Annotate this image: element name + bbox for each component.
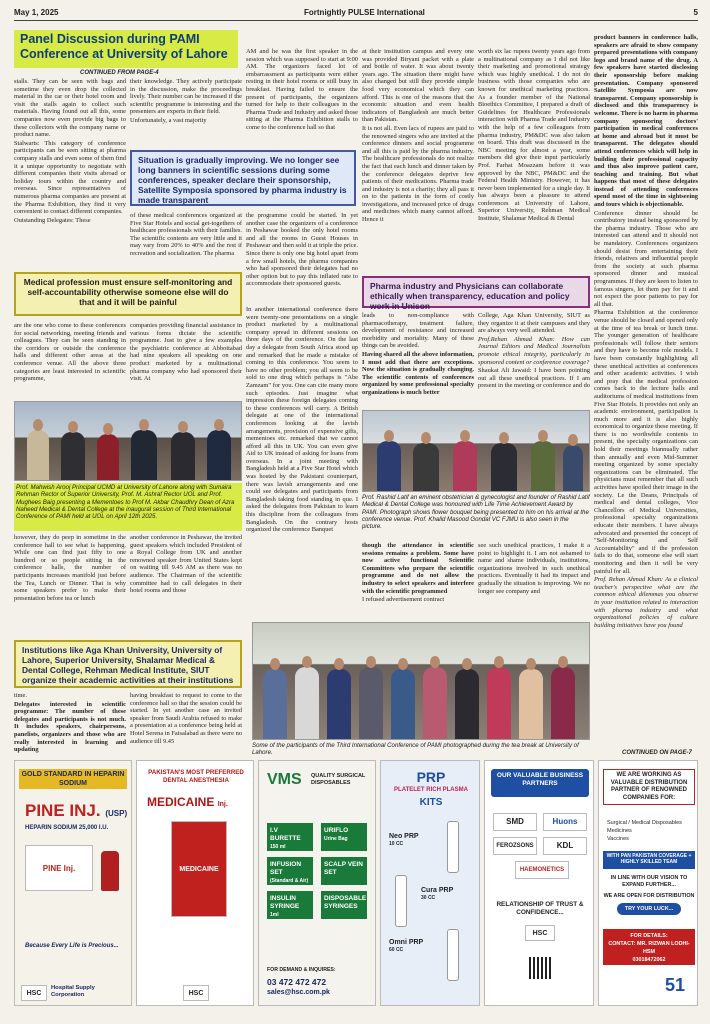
kit-cura-prp — [421, 887, 453, 901]
ad2-brand — [147, 795, 228, 809]
list-item: Surgical / Medical Disposables — [607, 820, 682, 826]
paragraph: the programme could be started. In yet another case the organizers of a conference in Peshawar booked the only hotel rooms and all the rooms in Guest Houses in Peshawar and then sold it at triple the price. Since there is only one big hotel apart from a few small hotels, the pharma companies who had sponsored their delegates had no other option but to pay this inflated rate to accommodate their sponsored guests. — [246, 212, 358, 288]
ad-prp-kits — [380, 760, 480, 1006]
paragraph: It is not all. Even lacs of rupees are paid to the renowned singers who are invited at the conference dinners and social programme and all this is paid by the pharma industry. The healthcare professionals do not realize the fact that each lunch and dinner taken by the conference delegates deprive few patients of their medications. Pharma trade and industry is not a charity; they all pass it on to the patients in the form of costly investigations, and increased price of drugs and medicines which many cannot afford. Hence it — [362, 124, 474, 224]
paragraph: Outstanding Delegates: These — [14, 216, 91, 224]
paragraph: Pharma Exhibition at the conference venue should be closed and opened only at the time of tea break or lunch time. The younger generation of healthcare professionals will follow their seniors and they have to become role models. I have been constantly highlighting all these unethical activities at conferences and other academic activities. I wish and pray that the medical profession comes back to the lecture halls and auditoriums of medical institutions from Five Star Hotels. It provides not only an academic environment, participation is much more and it is also highly economical to organize these meeting. If there is no worthwhile contents to present, the specialty organizations can hold their meetings biannually rather than annually and even Mid-Summer meeting organized by some specialty organizations can be eliminated. The physicians must remember that all such activities have spoiled their image in the society. Le the Deans, Principals of medical and dental colleges, Vice Chancellors of Medical Universities, professional specialty organizations educate their members. I have always advocated and presented the concept of "Self-Monitoring and Self Accountability" and if the profession fails to do that, someone else will start monitoring and then it will be very painful for all. — [594, 309, 698, 575]
col5-mid-text — [478, 312, 590, 408]
col3-mid-text — [246, 212, 358, 302]
col2-top-text — [130, 78, 242, 142]
hsc-logo: HSC — [21, 985, 47, 1001]
tube-icon — [447, 821, 459, 873]
ad1-pack-image: PINE Inj. — [25, 845, 93, 891]
callout-medical: Medical profession must ensure self-monitoring and self-accountability otherwise someone else will do that and it will be painful — [14, 272, 242, 316]
vial-icon — [101, 851, 119, 891]
person-figure — [359, 667, 383, 739]
partner-logo: FEROZSONS — [493, 837, 537, 855]
ad3-email: sales@hsc.com.pk — [267, 989, 330, 996]
hsc-logo: HSC — [525, 925, 555, 941]
paragraph: another conference in Peshawar, the invited guest speakers which included President of a Royal College from UK and another renowned speaker from United States kept on waiting till 9.45 AM as there was no audience. The Chairman of the scientific committee had to call delegates in their hotel rooms and those — [130, 534, 242, 595]
ad6-try-button: TRY YOUR LUCK... — [617, 903, 681, 915]
paragraph: Stalwarts: This category of conference participants can be seen sitting at pharma company stalls and even some of them find it a unique opportunity to negotiate with different companies their visits abroad or holiday tours within the country and overseas. Since representatives of numerous pharma companies are present at the Pharma Exhibition, they find it very convenient to contact different companies. — [14, 139, 126, 216]
kit-volume: 60 CC — [389, 947, 404, 953]
paragraph: at their institution campus and every one was provided Biryani packet with a plate and bottle of water. It was about twenty years ago. The situation there might have also changed but still they provide simple food very economical which they can afford. This is one of the reasons that the economic situation and even health indicators of Bangladesh are much better than Pakistan. — [362, 48, 474, 124]
col1-low-text — [14, 534, 126, 638]
paragraph: Prof. Rehan Ahmad Khan: As a clinical teacher's perspective what are the common ethical dilemmas you observe in your institution related to interaction with pharma industry and what organizational policies of culture building initiatives have you found — [594, 576, 698, 629]
details-phone: 03018472062 — [632, 957, 666, 963]
paragraph: AM and he was the first speaker in the session which was supposed to start at 9:00 AM. The organizers faced lot of embarrassment as participants were either resting in their hotel rooms or still busy in breakfast. Having failed to ensure the present of participants, the organizers turned for help to their colleagues in the Pharma Trade and Industry and asked those sitting at the Pharma Exhibition stalls to come to the conference hall so that — [246, 48, 358, 131]
product-sub: Urine Bag — [324, 836, 348, 842]
details-contact: CONTACT: MR. RIZWAN LODHI-HSM — [608, 941, 690, 955]
ad-medicaine — [136, 760, 254, 1006]
kit-volume: 10 CC — [389, 841, 404, 847]
kit-volume: 30 CC — [421, 895, 436, 901]
ad3-contact-label: FOR DEMAND & INQUIRES: — [267, 967, 336, 973]
col4-top-text — [362, 48, 474, 274]
product-scalp-vein-set — [321, 857, 367, 885]
person-figure — [423, 667, 447, 739]
paragraph: of these medical conferences organized at Five Star Hotels and social get-togethers of healthcare professionals with their families. The scientific contents are very little and it may vary from 20% to 40% and the rest if recreation and socialization. The pharma — [130, 212, 242, 257]
col3-long-text — [246, 306, 358, 642]
ad6-list — [607, 819, 682, 843]
product-name: DISPOSABLE SYRINGES — [324, 895, 367, 910]
page-number: 5 — [693, 8, 698, 17]
col2-mid-text — [130, 212, 242, 272]
publication-name: Fortnightly PULSE International — [304, 8, 425, 17]
paragraph: stalls. They can be seen with bags and sometime they even drop the collected material in the car or their hotel room and visit the stalls again to collect such materials. Having found out all this, some companies now even provide big bags to these collectors with the company name or product name. — [14, 78, 126, 139]
person-figure — [487, 667, 511, 739]
details-label: FOR DETAILS: — [630, 933, 668, 939]
tube-icon — [395, 875, 407, 927]
hsc-logo: HSC — [183, 985, 209, 1001]
person-figure — [27, 430, 49, 480]
caption-photo2: Prof. Rashid Latif an eminent obstetrician & gynecologist and founder of Rashid Latif Medical & Dental College was honoured with Life Time Achievement Award by PAMI. Photograph shows flower bouquet being presented to him on his arrival at the conference venue. Prof. Khalid Masood Gondal VC FJMU is also seen in the picture. — [362, 494, 590, 531]
ad6-line3: WE ARE OPEN FOR DISTRIBUTION — [603, 893, 695, 899]
photo-award-bouquet — [362, 410, 590, 492]
product-uriflo — [321, 823, 367, 851]
paragraph: however, they do peep in sometime in the conference hall to see what is happening. While one can find just fifty to one hundred or so people sitting in the conference halls, the number of participants increases manifold just before the Tea, Lunch or Dinner. That is why some speakers prefer to make their presentation before tea or lunch — [14, 534, 126, 602]
person-figure — [295, 667, 319, 739]
ad4-subtitle: PLATELET RICH PLASMA — [394, 787, 468, 793]
paragraph: are the one who come to these conferences for social networking, meeting friends and colleagues. They can be seen standing in the corridors or outside the conference halls and different other areas at the conference venue. All the above three categories are least interested in scientific programme, — [14, 322, 126, 383]
product-disposable-syringes — [321, 891, 367, 919]
person-figure — [455, 669, 479, 739]
article-headline: Panel Discussion during PAMI Conference at University of Lahore — [14, 30, 238, 68]
list-item: Vaccines — [607, 836, 629, 842]
paragraph: companies providing financial assistance in various forms dictate the scientific programme. Just to give a few examples the psychiatric conference at Abbottabad had nine speakers all speaking on one product marketed by a multinational pharma company who had sponsored their visit. At — [130, 322, 242, 383]
col4-mid-text — [362, 312, 474, 408]
photo-memento-presentation — [14, 401, 242, 481]
person-figure — [453, 441, 477, 491]
product-sub: 1ml — [270, 912, 279, 918]
col5-low-text — [478, 542, 590, 620]
ad3-phone: 03 472 472 472 — [267, 977, 327, 987]
paragraph: having breakfast to request to come to the conference hall so that the session could be started. In yet another case an invited speaker from Saudi Arabia refused to make a presentation at a conference being held at Hotel Serena in Faisalabad as there were no audience till 9.45 — [130, 692, 242, 745]
callout-unison: Pharma industry and Physicians can collaborate ethically when transparency, education and policy work in Unison — [362, 276, 590, 308]
tube-icon — [447, 929, 459, 981]
product-name: I.V BURETTE — [270, 827, 301, 842]
person-figure — [131, 430, 157, 480]
paragraph: Conference dinner should be contributory instead being sponsored by the pharma industry. Those who are interested can attend and it should not be mandatory. Conferences organizers should desist from entertaining their friends, relatives and influential people from the society at such pharma sponsored dinner and musical programmes. If they are keen to listen to famous singers, let them pay for it and not expect the poor patients to pay for all that. — [594, 209, 698, 308]
ad1-subline: HEPARIN SODIUM 25,000 I.U. — [25, 825, 109, 831]
person-figure — [327, 669, 351, 739]
person-figure — [207, 430, 231, 480]
ad2-banner: PAKISTAN'S MOST PREFERRED DENTAL ANESTHESIA — [148, 769, 244, 784]
paragraph: though the attendance in scientific sessions remains a problem. Some have now active functional Scientific Committees who prepare the scientific programme and do not allow the industry to select speakers and interfere with the scientific programmed — [362, 542, 474, 595]
ad-pine-inj — [14, 760, 132, 1006]
person-figure — [391, 669, 415, 739]
paragraph: worth six lac rupees twenty years ago from a multinational company as I did not like their marketing and promotional strategy which was highly unethical. I do not do business with those companies who are known for unethical marketing practices. As a founder member of the National Bioethics Committee, I prepared a draft of Guidelines for Healthcare Professionals interaction with Pharma Trade and Industry with the help of a few colleagues from pharma industry, PM&DC was also taken on board. This draft was discussed in the NBC meeting for almost a year, some members did give their input particularly Prof. Farhat Moazzam before it was approved by the NBC, PM&DC and the Federal Health Ministry. However, it has never been implemented for a single day. It has always been a pleasure to attend conferences at University of Lahore, Superior University, Rehman Medical Institute, Shalamar Medical & Dental — [478, 48, 590, 223]
photo-tea-break-group — [252, 622, 590, 740]
anniversary-badge: 51 — [665, 975, 686, 995]
paragraph: Delegates interested in scientific programme: The number of these delegates and participants is not much. It includes speakers, chairpersons, panelists, organizers and those who are really interested in learning and updating — [14, 700, 126, 754]
paragraph: Unfortunately, a vast majority — [130, 116, 207, 124]
callout-situation: Situation is gradually improving. We no longer see long banners in scientific sessions during some conferences, speaker declare their sponsorship, Satellite Symposia sponsored by pharma industry is made transparent — [130, 150, 356, 206]
ad1-brand — [25, 801, 127, 821]
person-figure — [61, 432, 85, 480]
col2-low-text — [130, 534, 242, 638]
ad2-brand-suffix: Inj. — [217, 801, 228, 808]
ad1-brand-name: PINE INJ. — [25, 801, 101, 820]
col1-bottom-text — [14, 692, 126, 756]
col3-top-text — [246, 48, 358, 148]
product-insulin-syringe — [267, 891, 313, 919]
vms-logo: VMS — [267, 771, 302, 788]
ad1-banner: GOLD STANDARD IN HEPARIN SODIUM — [19, 769, 127, 789]
person-figure — [263, 669, 287, 739]
kit-neo-prp — [389, 833, 419, 847]
ad2-pack-image: MEDICAINE — [171, 821, 227, 917]
ad1-tagline: Because Every Life is Precious... — [25, 943, 119, 949]
paragraph: Shaukat Ali Jawaid: I have been pointing out all these unethical practices. If I am present in the meeting or conference and do — [478, 367, 590, 390]
ad6-title: WE ARE WORKING AS VALUABLE DISTRIBUTION PARTNER OF RENOWNED COMPANIES FOR: — [603, 769, 695, 805]
header-rule — [14, 20, 698, 21]
ad5-footer: RELATIONSHIP OF TRUST & CONFIDENCE... — [496, 901, 584, 916]
page-header — [14, 6, 698, 20]
col1-top-text — [14, 78, 126, 266]
paragraph: Prof.Rehan Ahmad Khan: How can Journal Editors and Medical Journalists promote ethical integrity, particularly in sponsored content or conference coverage? — [478, 335, 590, 366]
paragraph: leads to non-compliance with pharmacotherapy, treatment failure, development of resistance and increased morbidity and mortality. Many of these things can be avoided. — [362, 312, 474, 350]
product-infusion-set — [267, 857, 313, 885]
callout-institutions: Institutions like Aga Khan University, University of Lahore, Superior University, Shalamar Medical & Dental College, Rehman Medical Institute, SIUT organize their academic activities at their institutions — [14, 640, 242, 688]
ad-distribution-partner — [598, 760, 698, 1006]
ad3-tagline: QUALITY SURGICAL DISPOSABLES — [311, 773, 366, 786]
col4-low-text — [362, 542, 474, 620]
ad1-maker: Hospital Supply Corporation — [51, 985, 95, 998]
col5-top-text — [478, 48, 590, 274]
kit-name: Omni PRP — [389, 939, 424, 946]
ad2-brand-name: MEDICAINE — [147, 795, 215, 809]
person-figure — [519, 669, 543, 739]
paragraph: time. — [14, 692, 27, 699]
person-figure — [413, 443, 439, 491]
ad-vms-disposables — [258, 760, 376, 1006]
product-sub: 150 ml — [270, 844, 286, 850]
paragraph: their knowledge. They actively participate in the discussion, make the proceedings lively. Their number can be increased if the scientific programme is interesting and the presenters are experts in their field. — [130, 78, 242, 116]
product-sub: (Standard & Air) — [270, 878, 309, 884]
ad-business-partners — [484, 760, 594, 1006]
paragraph: Having shared all the above information, I must add that there are exceptions. Now the situation is gradually changing. The scientific contents of conferences organized by some professional specialty organizations is much better — [362, 350, 474, 396]
kit-name: Neo PRP — [389, 833, 419, 840]
paragraph: see such unethical practices, I make it a point to highlight it. I am not ashamed to name and shame individuals, institutions, organizations involved in such unethical practices. Eventually it had its impact and gradually the situation is improving. We no longer see company and — [478, 542, 590, 595]
ad1-brand-suffix: (USP) — [105, 809, 128, 818]
person-figure — [171, 432, 195, 480]
continued-from-label: CONTINUED FROM PAGE-4 — [80, 70, 159, 76]
paragraph: In another international conference there were twenty-one presentations on a single product marketed by a multinational company spread in different sessions on three days of the conference. On the last day a delegate from South Africa stood up and remarked that he made a mistake of coming to this conference. You seem to have no other problem; you all seem to be sold to one drug which perhaps is "Abe Zamzam" for you. One can cite many more such episodes. Just imagine what impression these foreign delegates coming to these conferences will carry. A British delegate at one of the international conferences looking at the lavish arrangements, provision of expensive gifts, mementoes etc. remarked that we cannot afford all this in UK. You can even give Aid to UK instead of asking for loans from overseas. In a joint meeting with Bangladesh held at a Five Star Hotel which was hosted by the Pakistani counterpart, there was lavish arrangements and one could see delegates and participants from Bangladesh taking food standing in que. I asked the delegates from Pakistan to learn this discipline from the colleagues from Bangladesh. On the contrary hosts organized the conference Banquet — [246, 306, 358, 534]
product-iv-burette — [267, 823, 313, 851]
ad4-kits: KITS — [419, 797, 443, 808]
ad6-line2: IN LINE WITH OUR VISION TO EXPAND FURTHER... — [610, 875, 688, 888]
paragraph: College, Aga Khan University, SIUT as they organize it at their campuses and they are always very well attended. — [478, 312, 590, 335]
product-name: INFUSION SET — [270, 861, 302, 876]
advertisement-strip — [14, 760, 698, 1012]
partner-logo: HAEMONETICS — [515, 861, 569, 879]
issue-date: May 1, 2025 — [14, 8, 59, 17]
product-name: SCALP VEIN SET — [324, 861, 363, 876]
continued-on-label: CONTINUED ON PAGE-7 — [622, 750, 692, 756]
col1-mid-text — [14, 322, 126, 398]
qr-code — [529, 957, 551, 979]
paragraph: product banners in conference halls, speakers are afraid to show company prepared presentations with company logo and brand name of the drug. A few speakers have started disclosing their sponsorship before making presentation. Company sponsored Satellite Symposia are now transparent. Company sponsorship is disclosed and this transparency is welcome. There is no harm in pharma company sponsoring doctors' participation in medical conferences at home and abroad but it must be transparent. The delegates should attend conferences which will help in building their professional capacity and thus also improve patient care, teaching and training. But what happens that most of these delegates instead of attending conferences spend most of the time in sightseeing and tours which is objectionable. — [594, 34, 698, 209]
col6-text — [594, 34, 698, 750]
ad4-title: PRP — [416, 769, 446, 785]
col2-bottom-text — [130, 692, 242, 756]
caption-photo1: Prof. Mahwish Arooj Principal UCMD at University of Lahore along with Sumaira Rehman Rector of Superior University, Prof. M. Ashraf Rector UOL and Prof. Mughees Baig presenting a Mementoes to Prof M. Akbar Chaudhry Dean of Azra Naheed Medical & Dental College at the inaugural session of Third International Conference of PAMI held at UOL on April 12th 2025. — [14, 483, 242, 531]
paragraph: I refused advertisement contract — [362, 596, 445, 604]
product-name: INSULIN SYRINGE — [270, 895, 300, 910]
kit-name: Cura PRP — [421, 887, 454, 894]
ad5-title: OUR VALUABLE BUSINESS PARTNERS — [491, 769, 589, 797]
ad6-band: WITH PAN PAKISTAN COVERAGE + HIGHLY SKILLED TEAM — [603, 851, 695, 869]
kit-omni-prp — [389, 939, 423, 953]
partner-logo: Huons — [543, 813, 587, 831]
product-name: URIFLO — [324, 827, 349, 834]
caption-photo3: Some of the participants of the Third International Conference of PAMI photographed during the tea break at University of Lahore. — [252, 742, 579, 757]
partner-logo: SMD — [493, 813, 537, 831]
person-figure — [563, 445, 583, 491]
ad6-details — [603, 929, 695, 965]
col2-mid2-text — [130, 322, 242, 398]
person-figure — [531, 441, 555, 491]
person-figure — [551, 667, 575, 739]
list-item: Medicines — [607, 828, 632, 834]
person-figure — [377, 441, 401, 491]
person-figure — [97, 434, 119, 480]
person-figure — [491, 443, 517, 491]
partner-logo: KDL — [543, 837, 587, 855]
